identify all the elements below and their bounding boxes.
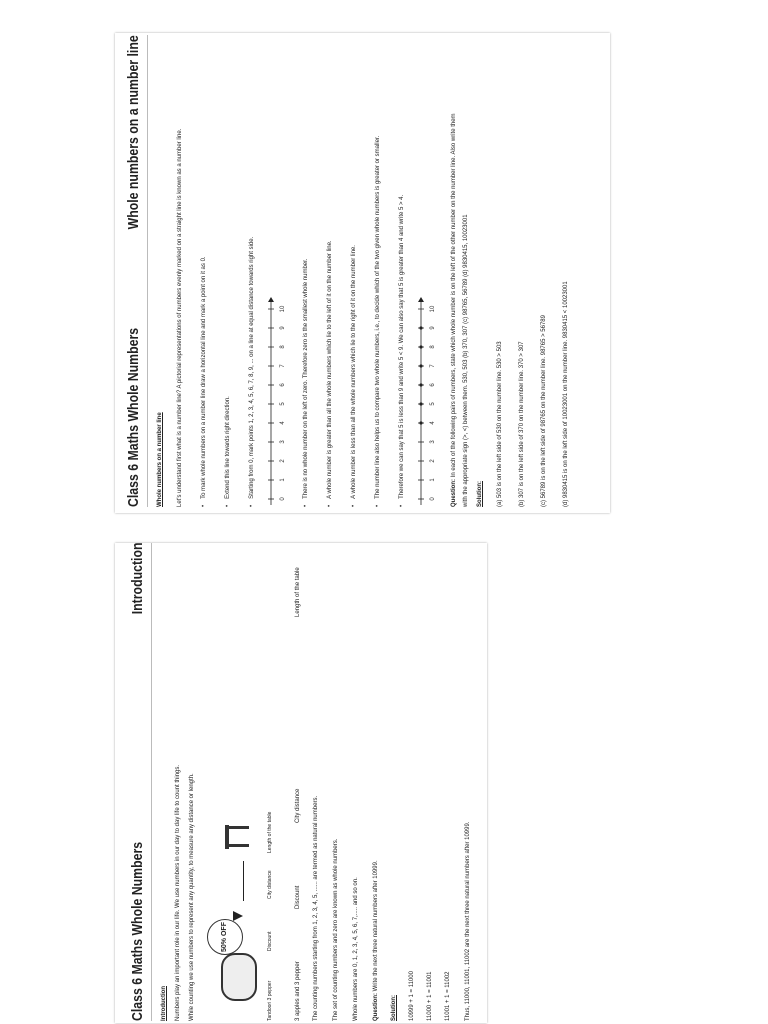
- number-line-label: 5: [430, 402, 436, 406]
- solution-line-2: 11000 + 1 = 11001: [427, 971, 433, 1021]
- page-header: [121, 35, 155, 507]
- header-title: Class 6 Maths Whole Numbers: [129, 841, 146, 1021]
- number-line-point: [419, 364, 422, 367]
- arrow-right-icon: [268, 297, 274, 302]
- number-line-point: [419, 326, 422, 329]
- table-leg-icon: [229, 844, 249, 847]
- header-section: Introduction: [129, 543, 146, 615]
- number-line-label: 4: [430, 421, 436, 425]
- number-line-label: 3: [430, 440, 436, 444]
- header-divider: [147, 35, 148, 507]
- number-line-label: 9: [280, 326, 286, 330]
- number-line-1: [263, 287, 296, 507]
- number-line-2: [413, 287, 446, 507]
- bullet-b-4: • The number line also helps us to compare two whole numbers, i.e., to decide which of the two given whole numbers is greater or smaller.: [375, 136, 382, 507]
- solution-line-1: 10999 + 1 = 11000: [409, 971, 415, 1021]
- number-line-label: 2: [280, 459, 286, 463]
- number-line-2-svg: [413, 287, 441, 507]
- discount-badge-icon: [207, 919, 243, 955]
- number-line-label: 3: [280, 440, 286, 444]
- bullet-a-1: • To mark whole numbers on a number line draw a horizontal line and mark a point on it as 0.: [201, 256, 208, 507]
- number-line-point: [419, 345, 422, 348]
- number-line-label: 6: [430, 383, 436, 387]
- question-line-1: [451, 113, 458, 507]
- figure-sublabel-2: Discount: [267, 931, 273, 951]
- number-line-label: 7: [280, 364, 286, 368]
- section-heading: Whole numbers on a number line: [157, 412, 163, 507]
- figure-label-2: Discount: [295, 885, 301, 909]
- intro-text: Let's understand first what is a number line? A pictorial representations of numbers evenly marked on a straight line is known as a number line.: [177, 128, 183, 507]
- body-line-2: The set of counting numbers and zero are known as whole numbers.: [333, 838, 339, 1021]
- solution-label: Solution:: [477, 481, 483, 507]
- number-line-label: 8: [430, 345, 436, 349]
- figure-sublabel-3: City distance: [267, 870, 273, 899]
- figure-label-4: Length of the table: [295, 567, 301, 617]
- solution-label: Solution:: [391, 995, 397, 1021]
- question-label: Question:: [451, 479, 457, 507]
- number-line-label: 0: [430, 497, 436, 501]
- intro-figure: [203, 811, 283, 1021]
- solution-line-b: (b) 307 is on the left side of 370 on the number line. 370 > 307: [519, 341, 525, 507]
- page-number-line: [121, 35, 611, 507]
- number-line-label: 2: [430, 459, 436, 463]
- bullet-b-1: • There is no whole number on the left of zero. Therefore zero is the smallest whole number.: [303, 259, 310, 507]
- conclusion: Thus, 11000, 11001, 11002 are the next three natural numbers after 10999.: [465, 821, 471, 1021]
- question-label: Question:: [373, 993, 379, 1021]
- bullet-b-5: • Therefore we can say that 5 is less than 9 and write 5 < 9. We can also say that 5 is greater than 4 and write 5 > 4.: [399, 195, 406, 507]
- question-text: Write the next three natural numbers after 10999.: [373, 860, 379, 992]
- solution-line-a: (a) 503 is on the left side of 530 on the number line. 530 > 503: [497, 341, 503, 507]
- solution-line-3: 11001 + 1 = 11002: [445, 971, 451, 1021]
- number-line-label: 8: [280, 345, 286, 349]
- number-line-point: [419, 421, 422, 424]
- arrow-down-icon: [233, 911, 243, 921]
- intro-line-1: Numbers play an important role in our life. We use numbers in our day to day life to count things.: [175, 764, 181, 1021]
- number-line-label: 4: [280, 421, 286, 425]
- number-line-label: 1: [280, 478, 286, 482]
- figure-label-3: City distance: [295, 788, 301, 823]
- page-introduction: [125, 543, 485, 1021]
- distance-line-icon: [243, 861, 244, 901]
- number-line-label: 0: [280, 497, 286, 501]
- number-line-point: [419, 402, 422, 405]
- bullet-b-3: • A whole number is less than all the whole numbers which lie to the right of it on the number line.: [351, 245, 358, 507]
- number-line-label: 10: [280, 305, 286, 313]
- figure-sublabel-4: Length of the table: [267, 811, 273, 853]
- food-plate-icon: [221, 953, 257, 1001]
- intro-line-2: While counting we use numbers to represent any quantity, to measure any distance or length.: [189, 773, 195, 1021]
- discount-badge-text: 50% OFF: [221, 922, 228, 952]
- number-line-label: 9: [430, 326, 436, 330]
- bullet-b-2: • A whole number is greater than all the whole numbers which lie to the left of it on the number line.: [327, 240, 334, 507]
- number-line-label: 1: [430, 478, 436, 482]
- header-section: Whole numbers on a number line: [125, 35, 142, 230]
- section-heading: Introduction: [161, 986, 167, 1021]
- question-text-1: In each of the following pairs of numbers, state which whole number is on the left of the other number on the number line. Also write them: [451, 113, 457, 478]
- page-sheet-introduction: [115, 543, 487, 1023]
- arrow-right-icon: [418, 297, 424, 302]
- header-title: Class 6 Maths Whole Numbers: [125, 327, 142, 507]
- question: [373, 860, 380, 1021]
- body-line-1: The counting numbers starting from 1, 2, 3, 4, 5, ...... are termed as natural numbers.: [313, 795, 319, 1021]
- body-line-3: Whole numbers are 0, 1, 2, 3, 4, 5, 6, 7,..... and so on.: [353, 877, 359, 1021]
- number-line-label: 6: [280, 383, 286, 387]
- bullet-a-3: • Starting from 0, mark points 1, 2, 3, 4, 5, 6, 7, 8, 9, ... on a line at equal distance towards right side.: [249, 237, 256, 507]
- number-line-label: 7: [430, 364, 436, 368]
- solution-line-d: (d) 9830415 is on the left side of 10023001 on the number line. 9830415 < 10023001: [563, 281, 569, 507]
- solution-line-c: (c) 56789 is on the left side of 98765 on the number line. 98765 > 56789: [541, 315, 547, 507]
- bullet-a-2: • Extend this line towards right direction.: [225, 396, 232, 507]
- page-sheet-number-line: [115, 33, 610, 513]
- question-line-2: with the appropriate sign (>, <) between them. 530, 503 (b) 370, 307 (c) 98765, 56789 (d) 9830415, 10023001: [463, 214, 469, 507]
- number-line-point: [419, 383, 422, 386]
- number-line-label: 5: [280, 402, 286, 406]
- table-leg-icon: [229, 826, 249, 829]
- figure-label-1: 3 apples and 3 pepper: [295, 961, 301, 1021]
- page-header: [125, 543, 159, 1021]
- number-line-1-svg: [263, 287, 291, 507]
- figure-sublabel-1: Tandoori 3 pepper: [267, 980, 273, 1021]
- number-line-label: 10: [430, 305, 436, 313]
- header-divider: [151, 543, 152, 1021]
